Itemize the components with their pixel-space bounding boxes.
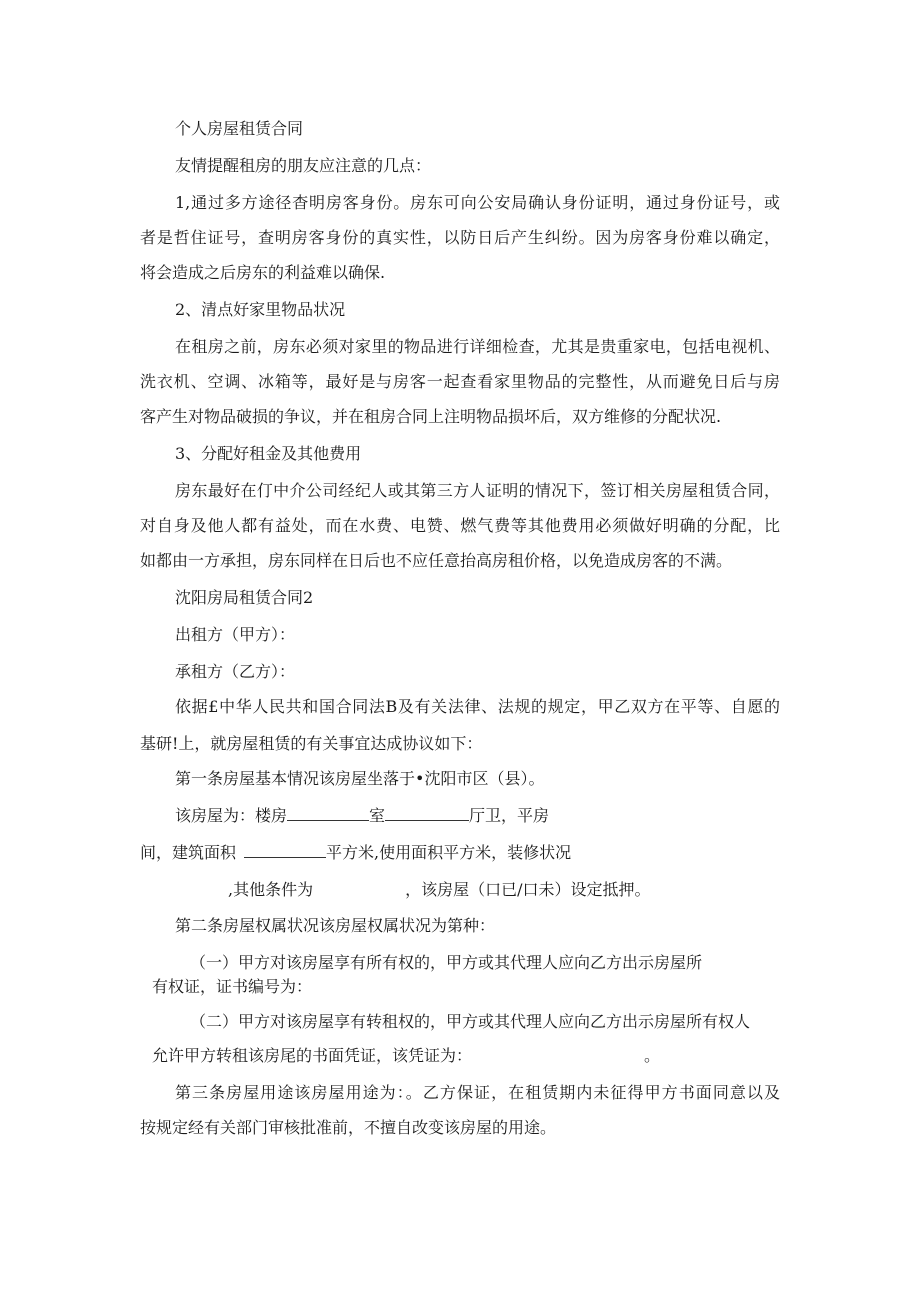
article-1: 第一条房屋基本情况该房屋坐落于•沈阳市区（县）。 [175,769,545,788]
halls-blank[interactable] [385,806,469,821]
paragraph-line: 在租房之前，房东必须对家里的物品进行详细检查，尤其是贵重家电，包括电视机、 [175,337,780,356]
rooms-blank[interactable] [287,806,369,821]
area-label: 间，建筑面积 [140,843,237,862]
paragraph-line: 基研!上，就房屋租赁的有关事宜达成协议如下： [140,734,483,753]
document-title: 个人房屋租赁合同 [175,119,304,138]
section-heading: 2、清点好家里物品状况 [175,300,346,319]
paragraph-line: 依据£中华人民共和国合同法B及有关法律、法规的规定，甲乙双方在平等、自愿的 [175,697,780,716]
paragraph-line: 房东最好在仃中介公司经纪人或其第三方人证明的情况下，签订相关房屋租赁合同， [175,481,780,500]
paragraph-line: 对自身及他人都有益处，而在水费、电赞、燃气费等其他费用必须做好明确的分配，比 [140,516,780,535]
area-blank[interactable] [244,843,326,858]
ownership-option-2: （二）甲方对该房屋享有转租权的，甲方或其代理人应向乙方出示房屋所有权人 [190,1012,751,1031]
lessee-label: 承租方（乙方）： [175,662,296,681]
contract-title: 沈阳房局租赁合同2 [175,588,314,607]
lessor-label: 出租方（甲方）： [175,625,296,644]
paragraph-line: 将会造成之后房东的利益难以确保. [140,263,386,282]
period-mark: 。 [644,1046,661,1065]
paragraph-line: 洗衣机、空调、冰箱等，最好是与房客一起查看家里物品的完整性，从而避免日后与房 [140,372,780,391]
paragraph-line: 如都由一方承担，房东同样在日后也不应任意抬高房租价格，以免造成房客的不满。 [140,551,733,570]
mortgage-label: ，该房屋（口已/口未）设定抵押。 [405,880,651,899]
certificate-label: 允许甲方转租该房尾的书面凭证，该凭证为： [152,1046,473,1065]
paragraph-line: 客产生对物品破损的争议，并在租房合同上注明物品损坏后，双方维修的分配状况. [140,407,722,426]
conditions-line [228,880,651,900]
paragraph-line: 者是哲住证号，查明房客身份的真实性，以防日后产生纠纷。因为房客身份难以确定， [140,228,780,247]
ownership-option-1: （一）甲方对该房屋享有所有权的，甲方或其代理人应向乙方出示房屋所 [190,953,703,972]
ownership-option-2-cont [152,1046,660,1066]
article-2: 第二条房屋权属状况该房屋权属状况为第种： [175,916,496,935]
room-label: 室 [369,806,386,825]
ownership-option-1-cont: 有权证，证书编号为： [152,977,313,996]
house-type-line [175,806,549,826]
area-line [140,843,571,863]
paragraph-line: 1,通过多方途径杳明房客身份。房东可向公安局确认身份证明，通过身份证号，或 [175,193,780,212]
area-unit: 平方米,使用面积平方米，装修状况 [326,843,572,862]
conditions-label: ,其他条件为 [228,880,314,899]
article-3: 第三条房屋用途该房屋用途为：。乙方保证，在租赁期内未征得甲方书面同意以及 [175,1083,780,1102]
house-type-label: 该房屋为：楼房 [175,806,288,825]
section-heading: 3、分配好租金及其他费用 [175,444,362,463]
hall-label: 厅卫，平房 [469,806,550,825]
article-3-cont: 按规定经有关部门审核批准前，不擅自改变该房屋的用途。 [140,1118,557,1137]
reminder-heading: 友情提醒租房的朋友应注意的几点： [175,156,432,175]
